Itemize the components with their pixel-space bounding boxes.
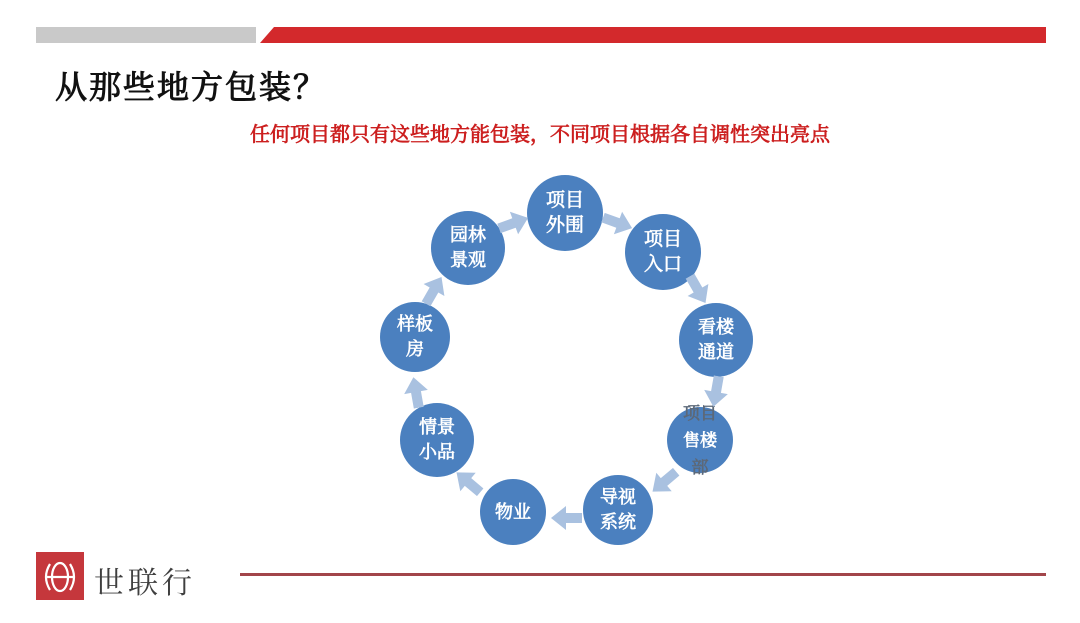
top-banner-gray-segment	[36, 27, 256, 43]
node-label-line: 景观	[450, 250, 486, 270]
node-label-line: 园林	[450, 225, 486, 245]
diagram-node-project-perimeter	[527, 175, 603, 251]
node-label-line: 物业	[495, 501, 531, 522]
diagram-node-garden-landscape	[431, 211, 505, 285]
node-label-line: 导视	[600, 487, 636, 507]
node-label-line: 售楼	[683, 430, 717, 450]
node-label-line: 样板	[397, 314, 433, 334]
node-label-line: 部	[691, 457, 709, 477]
node-label-line: 看楼	[698, 317, 734, 337]
node-label-line: 房	[406, 339, 424, 359]
clockwise-flow-arrow-icon	[400, 374, 431, 410]
node-label-line: 外围	[545, 215, 584, 236]
company-name: 世联行	[94, 567, 196, 600]
node-label-line: 入口	[643, 254, 682, 275]
node-label-line: 项目	[643, 229, 682, 250]
node-label-line: 项目	[683, 403, 717, 423]
node-label-line: 情景	[419, 417, 455, 437]
diagram-node-viewing-route	[679, 303, 753, 377]
worldunion-logo-icon	[36, 552, 84, 600]
node-label-line: 系统	[600, 512, 636, 532]
clockwise-flow-arrow-icon	[700, 374, 731, 410]
node-label-line: 通道	[698, 342, 734, 362]
node-label-line: 项目	[545, 190, 584, 211]
clockwise-flow-arrow-icon	[550, 505, 582, 531]
diagram-node-sales-office	[667, 403, 733, 477]
footer-divider-line	[240, 573, 1046, 576]
diagram-node-signage-system	[583, 475, 653, 545]
page-subtitle: 任何项目都只有这些地方能包装，不同项目根据各自调性突出亮点	[250, 124, 830, 146]
diagram-node-property-management	[480, 479, 546, 545]
diagram-node-model-room	[380, 302, 450, 372]
top-banner-red-segment	[258, 27, 1046, 43]
page-title: 从那些地方包装？	[55, 69, 328, 105]
node-label-line: 小品	[419, 442, 455, 462]
